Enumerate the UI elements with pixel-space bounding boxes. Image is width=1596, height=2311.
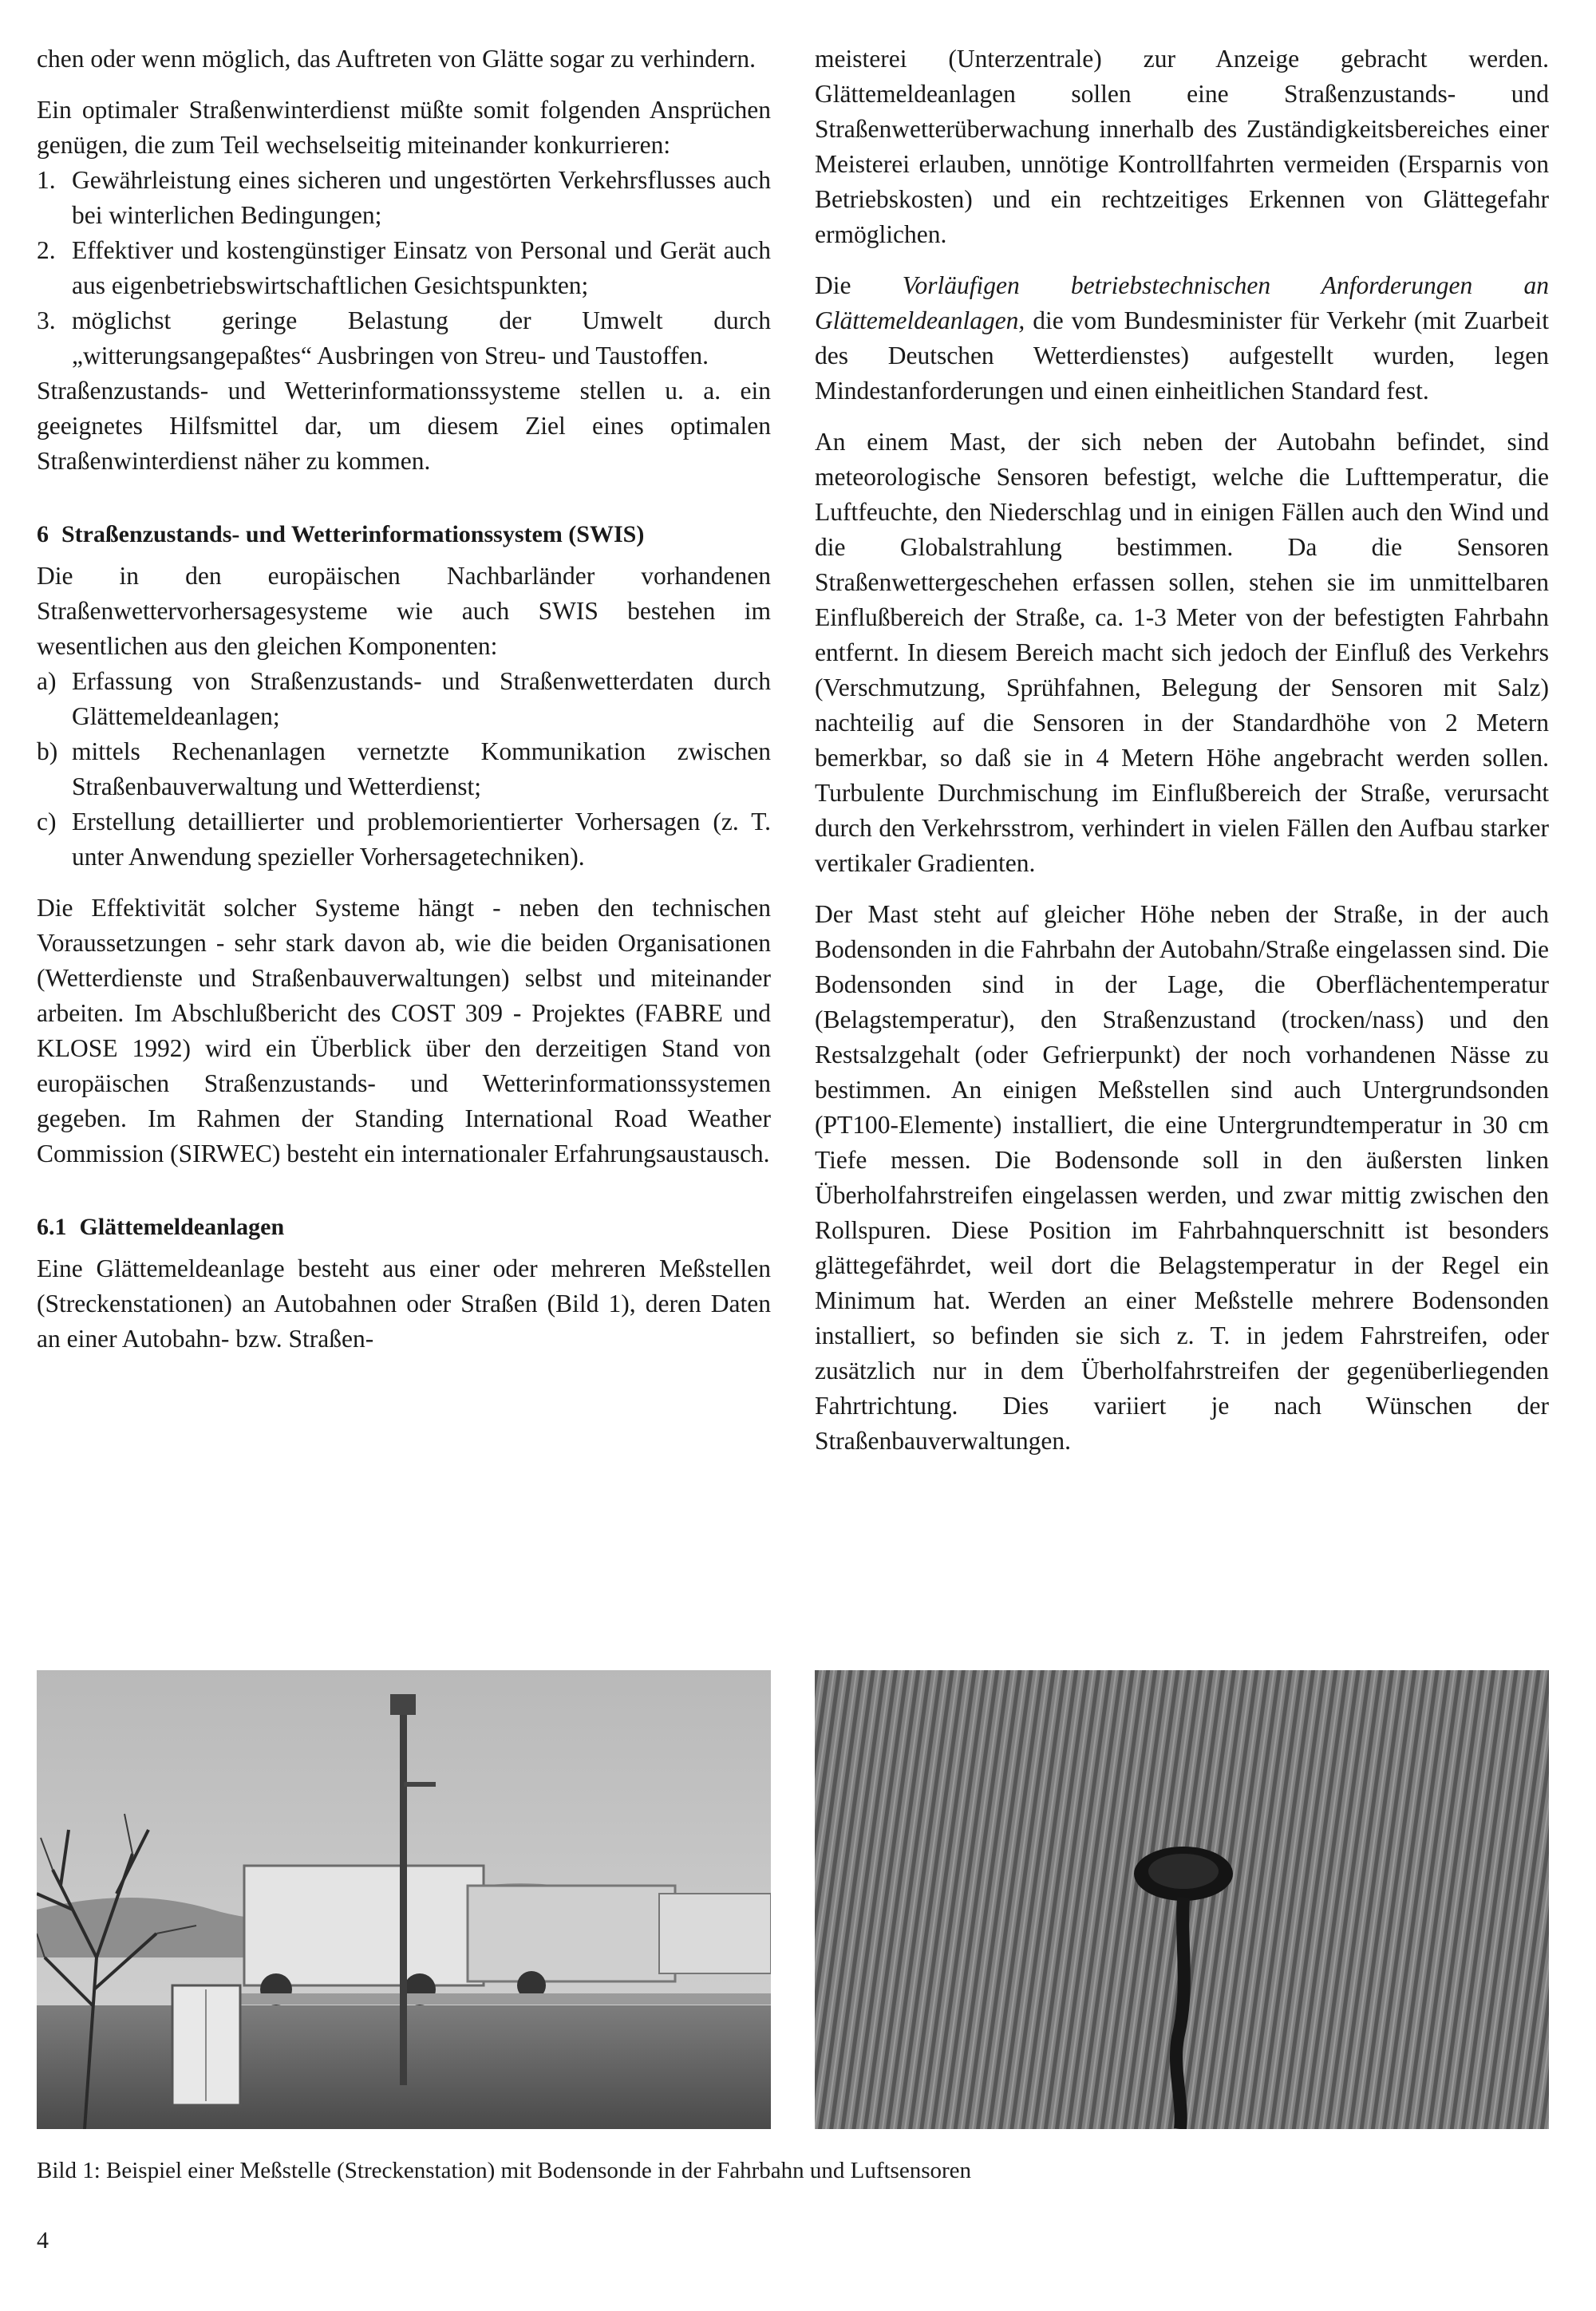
section-title: Glättemeldeanlagen: [79, 1214, 285, 1240]
list-text: Effektiver und kostengünstiger Einsatz von Personal und Gerät auch aus eigenbetriebswirtschaftlichen Gesichtspunkten;: [72, 236, 771, 299]
list-marker: b): [37, 737, 58, 765]
list-marker: c): [37, 808, 57, 836]
photo-road-sensor: [815, 1670, 1549, 2129]
photo-measuring-station: [37, 1670, 771, 2129]
section-number: 6.1: [37, 1214, 67, 1240]
text-run: Die: [815, 271, 903, 299]
list-item: [37, 804, 771, 875]
paragraph-mast: An einem Mast, der sich neben der Autobahn befindet, sind meteorologische Sensoren befestigt, welche die Lufttemperatur, die Luftfeuchte, den Niederschlag und in einigen Fällen auch den Wind und die Globalstrahlung bestimmen. Da die Sensoren Straßenwettergeschehen erfassen sollen, stehen sie im unmittelbaren Einflußbereich der Straße, ca. 1-3 Meter von der befestigten Fahrbahn entfernt. In diesem Bereich macht sich jedoch der Einfluß des Verkehrs (Verschmutzung, Sprühfahnen, Belegung der Sensoren mit Salz) nachteilig auf die Sensoren in der Standardhöhe von 2 Metern bemerkbar, so daß sie in 4 Metern Höhe angebracht werden sollen. Turbulente Durchmischung im Einflußbereich der Straße, verursacht durch den Verkehrsstrom, verhindert in vielen Fällen den Aufbau starker vertikaler Gradienten.: [815, 428, 1549, 877]
paragraph-anforderungen: [815, 268, 1549, 409]
text-run: die vom Bundesminister für Verkehr (mit Zuarbeit des Deutschen Wetterdienstes) aufgestellt wurden, legen Mindestanforderungen und einen einheitlichen Standard fest.: [815, 306, 1549, 405]
list-text: Erfassung von Straßenzustands- und Straßenwetterdaten durch Glättemeldeanlagen;: [72, 667, 771, 730]
list-marker: a): [37, 667, 57, 695]
paragraph-bodensonden: Der Mast steht auf gleicher Höhe neben der Straße, in der auch Bodensonden in die Fahrbahn der Autobahn/Straße eingelassen sind. Die Bodensonden sind in der Lage, die Oberflächentemperatur (Belagstemperatur), den Straßenzustand (trocken/nass) und den Restsalzgehalt (oder Gefrierpunkt) der noch vorhandenen Nässe zu bestimmen. An einigen Meßstellen sind auch Untergrundsonden (PT100-Elemente) installiert, die eine Untergrundtemperatur in 30 cm Tiefe messen. Die Bodensonde soll in den äußersten linken Überholfahrstreifen eingelassen werden, und zwar mittig zwischen den Rollspuren. Diese Position im Fahrbahnquerschnitt ist besonders glättegefährdet, weil dort die Belagstemperatur in der Regel ein Minimum hat. Werden an einer Meßstelle mehrere Bodensonden installiert, so befinden sie sich z. T. in jedem Fahrstreifen, oder zusätzlich nur in dem Überholfahrstreifen der gegenüberliegenden Fahrtrichtung. Dies variiert je nach Wünschen der Straßenbauverwaltungen.: [815, 900, 1549, 1455]
paragraph-effectiveness: Die Effektivität solcher Systeme hängt - neben den technischen Voraussetzungen - sehr stark davon ab, wie die beiden Organisationen (Wetterdienste und Straßenbauverwaltungen) selbst und miteinander arbeiten. Im Abschlußbericht des COST 309 - Projektes (FABRE und KLOSE 1992) wird ein Überblick über den derzeitigen Stand von europäischen Straßenzustands- und Wetterinformationssystemen gegeben. Im Rahmen der Standing International Road Weather Commission (SIRWEC) besteht ein internationaler Erfahrungsaustausch.: [37, 894, 771, 1167]
paragraph-meisterei: meisterei (Unterzentrale) zur Anzeige gebracht werden. Glättemeldeanlagen sollen eine Straßenzustands- und Straßenwetterüberwachung innerhalb des Zuständigkeitsbereiches einer Meisterei erlauben, unnötige Kontrollfahrten vermeiden (Ersparnis von Betriebskosten) und ein rechtzeitiges Erkennen von Glättegefahr ermöglichen.: [815, 45, 1549, 248]
list-marker: 2.: [37, 236, 56, 264]
section-heading-6: [37, 517, 771, 552]
list-item: [37, 664, 771, 734]
list-marker: 3.: [37, 306, 56, 334]
list-item: [37, 734, 771, 804]
left-column: [37, 41, 771, 1357]
section-heading-6-1: [37, 1210, 771, 1245]
list-text: Gewährleistung eines sicheren und ungestörten Verkehrsflusses auch bei winterlichen Bedingungen;: [72, 166, 771, 229]
section-title: Straßenzustands- und Wetterinformationssystem (SWIS): [61, 521, 645, 547]
list-text: mittels Rechenanlagen vernetzte Kommunikation zwischen Straßenbauverwaltung und Wetterdienst;: [72, 737, 771, 800]
list-item: [37, 163, 771, 233]
figure-caption: Bild 1: Beispiel einer Meßstelle (Streckenstation) mit Bodensonde in der Fahrbahn und Luftsensoren: [37, 2158, 972, 2183]
list-text: Erstellung detaillierter und problemorientierter Vorhersagen (z. T. unter Anwendung spezieller Vorhersagetechniken).: [72, 808, 771, 871]
section-number: 6: [37, 521, 49, 547]
page-number: 4: [37, 2227, 49, 2254]
paragraph-glaettemeldeanlage: Eine Glättemeldeanlage besteht aus einer oder mehreren Meßstellen (Streckenstationen) an Autobahnen oder Straßen (Bild 1), deren Daten an einer Autobahn- bzw. Straßen-: [37, 1254, 771, 1353]
paragraph-components: Die in den europäischen Nachbarländer vorhandenen Straßenwettervorhersagesysteme wie auch SWIS bestehen im wesentlichen aus den gleichen Komponenten:: [37, 562, 771, 660]
list-text: möglichst geringe Belastung der Umwelt durch „witterungsangepaßtes“ Ausbringen von Streu- und Taustoffen.: [72, 306, 771, 369]
list-marker: 1.: [37, 166, 56, 194]
paragraph-systems: Straßenzustands- und Wetterinformationssysteme stellen u. a. ein geeignetes Hilfsmittel dar, um diesem Ziel eines optimalen Straßenwinterdienst näher zu kommen.: [37, 377, 771, 475]
paragraph-intro: chen oder wenn möglich, das Auftreten von Glätte sogar zu verhindern.: [37, 45, 756, 73]
document-title-italic: Vorläufigen betriebstechnischen Anforderungen an Glättemeldeanlagen,: [815, 271, 1549, 334]
list-item: [37, 233, 771, 303]
right-column: [815, 41, 1549, 1459]
list-item: [37, 303, 771, 373]
paragraph-requirements: Ein optimaler Straßenwinterdienst müßte somit folgenden Ansprüchen genügen, die zum Teil wechselseitig miteinander konkurrieren:: [37, 96, 771, 159]
